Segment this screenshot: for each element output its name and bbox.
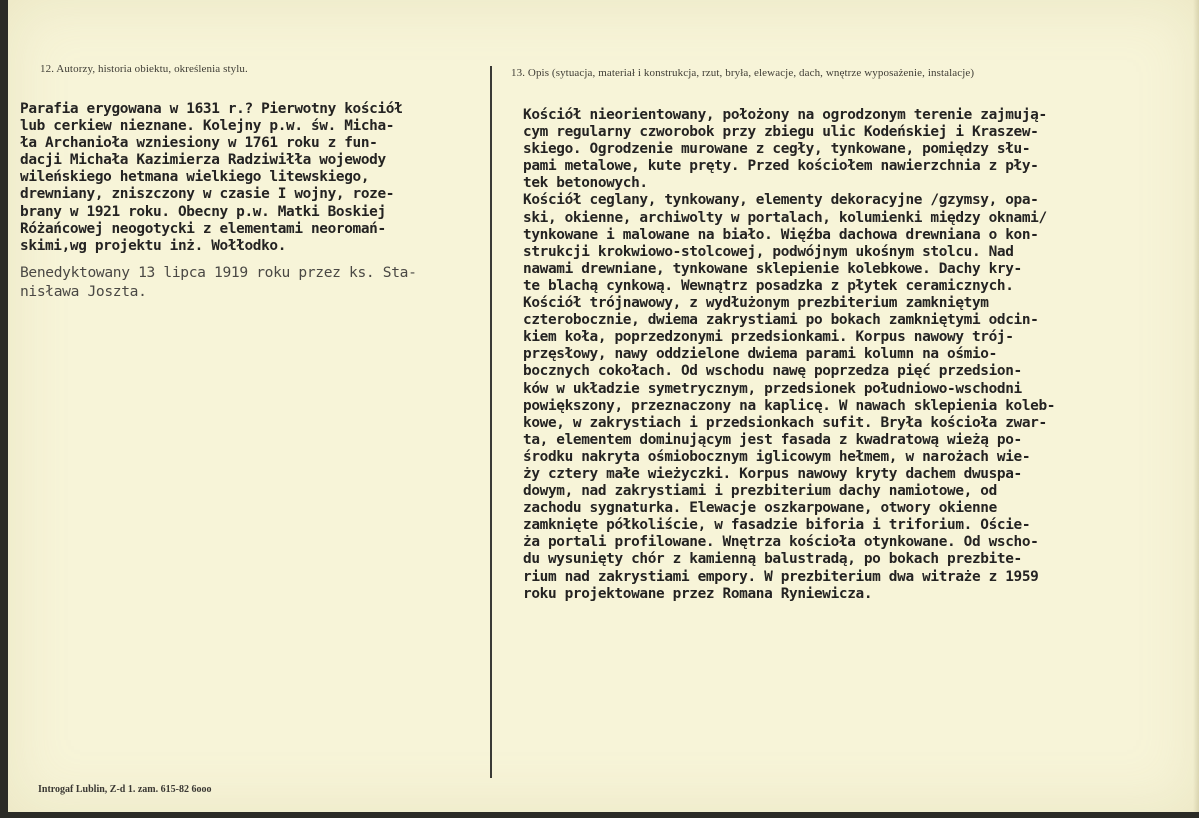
- text-line: dowym, nad zakrystiami i prezbiterium dachy namiotowe, od: [523, 483, 997, 500]
- text-line: skimi,wg projektu inż. Wołłodko.: [20, 237, 287, 254]
- text-line: nawami drewniane, tynkowane sklepienie kolebkowe. Dachy kry-: [523, 260, 1022, 277]
- text-line: du wysunięty chór z kamienną balustradą, po bokach prezbite-: [523, 551, 1022, 568]
- text-line: powiększony, przeznaczony na kaplicę. W nawach sklepienia koleb-: [523, 397, 1056, 414]
- text-line: te blachą cynkową. Wewnątrz posadzka z płytek ceramicznych.: [523, 277, 1014, 294]
- text-line: ski, okienne, archiwolty w portalach, kolumienki między oknami/: [523, 209, 1047, 226]
- history-paragraph: [20, 101, 402, 255]
- text-line: Kościół trójnawowy, z wydłużonym prezbiterium zamkniętym: [523, 295, 989, 312]
- text-line: strukcji krokwiowo-stolcowej, podwójnym ukośnym stolcu. Nad: [523, 243, 1014, 260]
- field-label-description: 13. Opis (sytuacja, materiał i konstrukcja, rzut, bryła, elewacje, dach, wnętrze wyposażenie, instalacje): [511, 67, 975, 79]
- text-line: nisława Joszta.: [20, 282, 147, 300]
- text-line: ków w układzie symetrycznym, przedsionek południowo-wschodni: [523, 380, 1022, 397]
- text-line: zachodu sygnaturka. Elewacje oszkarpowane, otwory okienne: [523, 500, 997, 517]
- text-line: przęsłowy, nawy oddzielone dwiema parami kolumn na ośmio-: [523, 346, 997, 363]
- text-line: ży cztery małe wieżyczki. Korpus nawowy kryty dachem dwuspa-: [523, 465, 1022, 482]
- text-line: cym regularny czworobok przy zbiegu ulic Kodeńskiej i Kraszew-: [523, 124, 1039, 141]
- text-line: pami metalowe, kute pręty. Przed kościołem nawierzchnia z pły-: [523, 158, 1039, 175]
- text-line: ża portali profilowane. Wnętrza kościoła otynkowane. Od wscho-: [523, 534, 1039, 551]
- field-label-authors-history: 12. Autorzy, historia obiektu, określenia stylu.: [40, 63, 248, 75]
- text-line: bocznych cokołach. Od wschodu nawę poprzedza pięć przedsion-: [523, 363, 1022, 380]
- text-line: kiem koła, poprzedzonymi przedsionkami. Korpus nawowy trój-: [523, 329, 1014, 346]
- description-paragraph: [523, 107, 1055, 603]
- text-line: Kościół ceglany, tynkowany, elementy dekoracyjne /gzymsy, opa-: [523, 192, 1039, 209]
- text-line: tek betonowych.: [523, 175, 648, 192]
- text-line: Benedyktowany 13 lipca 1919 roku przez ks. Sta-: [20, 264, 417, 281]
- text-line: środku nakryta ośmiobocznym iglicowym hełmem, w narożach wie-: [523, 448, 1031, 465]
- text-line: brany w 1921 roku. Obecny p.w. Matki Boskiej: [20, 203, 386, 220]
- text-line: czterobocznie, dwiema zakrystiami po bokach zamkniętymi odcin-: [523, 312, 1039, 329]
- text-line: drewniany, zniszczony w czasie I wojny, roze-: [20, 186, 395, 203]
- column-divider: [490, 66, 492, 778]
- document-sheet: [8, 0, 1199, 812]
- sheet-edge-shadow: [1193, 0, 1199, 812]
- text-line: Kościół nieorientowany, położony na ogrodzonym terenie zajmują-: [523, 107, 1047, 123]
- text-line: dacji Michała Kazimierza Radziwiłła wojewody: [20, 152, 386, 169]
- text-line: wileńskiego hetmana wielkiego litewskiego,: [20, 169, 370, 186]
- text-line: roku projektowane przez Romana Ryniewicza.: [523, 585, 873, 602]
- consecration-paragraph: [20, 264, 417, 301]
- text-line: tynkowane i malowane na biało. Więźba dachowa drewniana o kon-: [523, 226, 1039, 243]
- text-line: lub cerkiew nieznane. Kolejny p.w. św. Micha-: [20, 118, 395, 135]
- text-line: Parafia erygowana w 1631 r.? Pierwotny kościół: [20, 101, 403, 117]
- printer-imprint: Introgaf Lublin, Z-d 1. zam. 615-82 6ooo: [38, 784, 212, 795]
- text-line: ta, elementem dominującym jest fasada z kwadratową wieżą po-: [523, 431, 1022, 448]
- text-line: rium nad zakrystiami empory. W prezbiterium dwa witraże z 1959: [523, 568, 1039, 585]
- text-line: kowe, w zakrystiach i przedsionkach sufit. Bryła kościoła zwar-: [523, 414, 1047, 431]
- text-line: zamknięte półkoliście, w fasadzie biforia i triforium. Oście-: [523, 517, 1031, 534]
- text-line: Różańcowej neogotycki z elementami neoromań-: [20, 220, 386, 237]
- text-line: skiego. Ogrodzenie murowane z cegły, tynkowane, pomiędzy słu-: [523, 141, 1031, 158]
- text-line: ła Archanioła wzniesiony w 1761 roku z fun-: [20, 135, 378, 152]
